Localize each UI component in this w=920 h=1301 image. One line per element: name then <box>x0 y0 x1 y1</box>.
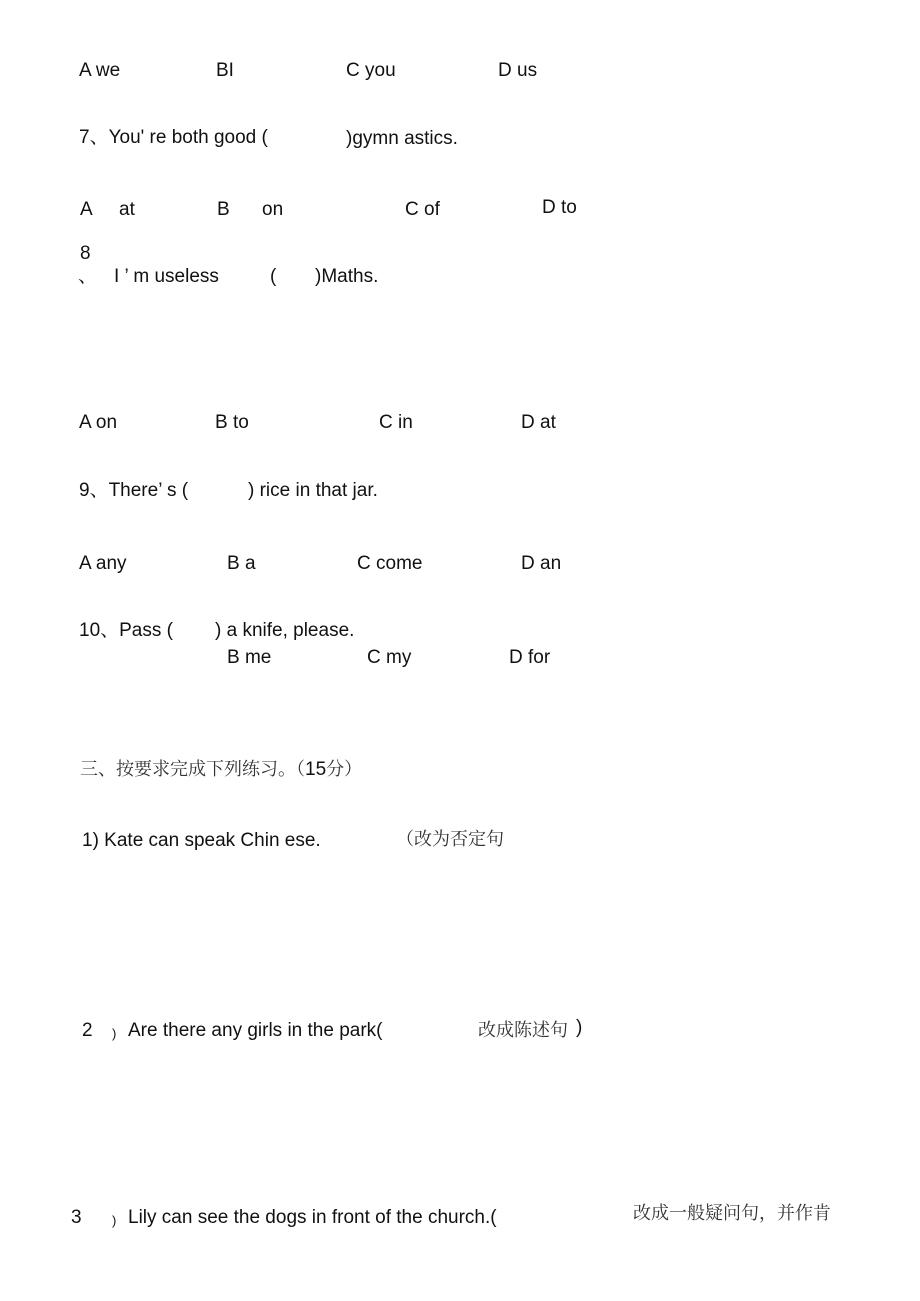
q10-option-d: D for <box>509 647 551 668</box>
q8-paren: ( <box>270 266 277 287</box>
q7-option-d: D to <box>542 197 577 218</box>
q8-option-b: B to <box>215 412 249 433</box>
q8-text: I ’ m useless <box>114 266 219 287</box>
q6-option-c: C you <box>346 60 396 81</box>
q7-option-a-letter: A <box>80 199 93 220</box>
q8-tail: )Maths. <box>315 266 379 287</box>
q9-option-a: A any <box>79 553 127 574</box>
section-heading-text: 三、按要求完成下列练习。（ <box>80 759 305 780</box>
q9-tail: ) rice in that jar. <box>248 480 378 501</box>
exercise-2-text: Are there any girls in the park( <box>128 1020 383 1041</box>
exercise-1-instruction: （改为否定句 <box>396 829 504 850</box>
q8-option-c: C in <box>379 412 413 433</box>
q9-option-d: D an <box>521 553 562 574</box>
q9-text: 9、There’ s ( <box>79 480 189 501</box>
q7-option-a-text: at <box>119 199 135 220</box>
q8-number: 8 <box>80 243 91 264</box>
q10-option-c: C my <box>367 647 412 668</box>
q10-option-b: B me <box>227 647 272 668</box>
section-score: 15 <box>305 759 327 780</box>
q9-option-b: B a <box>227 553 256 574</box>
exercise-1-text: 1) Kate can speak Chin ese. <box>82 830 321 851</box>
exercise-2-paren: ) <box>112 1026 117 1041</box>
q8-option-d: D at <box>521 412 556 433</box>
q7-option-c: C of <box>405 199 440 220</box>
q7-option-b-text: on <box>262 199 284 220</box>
exercise-3-paren: ) <box>112 1213 117 1228</box>
q8-separator: 、 <box>78 266 98 287</box>
q7-text: 7、You' re both good ( <box>79 127 268 148</box>
exercise-3-text: Lily can see the dogs in front of the church.( <box>128 1207 497 1228</box>
exercise-2-close: ) <box>576 1017 583 1038</box>
q9-option-c: C come <box>357 553 423 574</box>
q6-option-b: BI <box>216 60 234 81</box>
section-heading <box>80 759 362 781</box>
q10-tail: ) a knife, please. <box>215 620 355 641</box>
q6-option-a: A we <box>79 60 121 81</box>
exercise-3-instruction: 改成一般疑问句，并作肯 <box>633 1203 831 1224</box>
q10-text: 10、Pass ( <box>79 620 173 641</box>
exercise-3-number: 3 <box>71 1207 82 1228</box>
exercise-2-instruction: 改成陈述句 <box>478 1020 568 1041</box>
q8-option-a: A on <box>79 412 118 433</box>
q7-option-b-letter: B <box>217 199 230 220</box>
q7-tail: )gymn astics. <box>346 128 458 149</box>
section-heading-tail: 分） <box>326 759 363 780</box>
q6-option-d: D us <box>498 60 538 81</box>
exercise-2-number: 2 <box>82 1020 93 1041</box>
